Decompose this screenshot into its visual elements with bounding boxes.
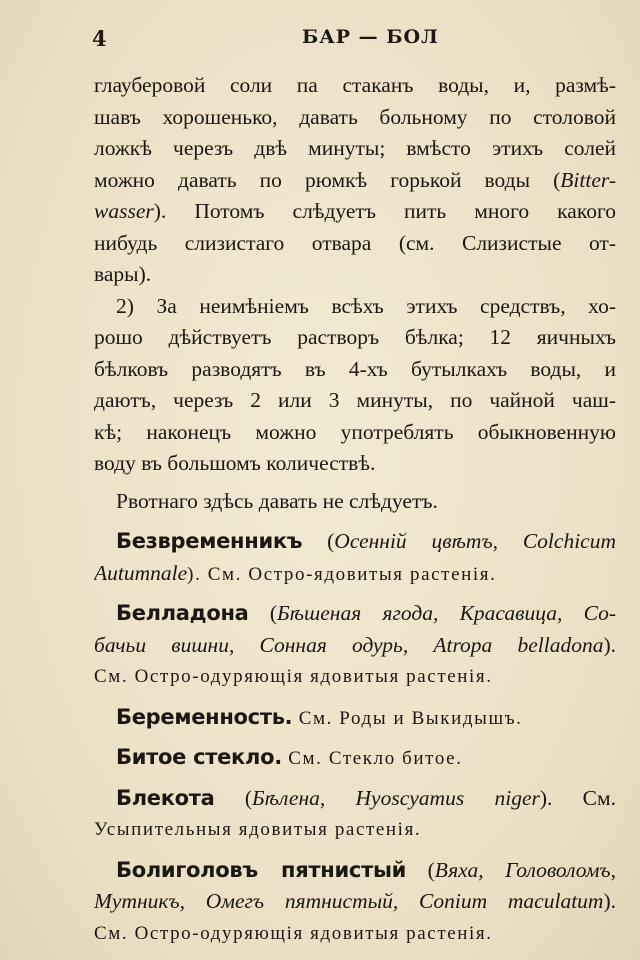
entry-line [94,598,616,630]
entry-headword: Беременность. [116,704,293,729]
entry-reference: См. Роды и Выкидышъ. [292,707,523,729]
entry-headword: Битое стекло. [116,745,282,769]
entry-headword: Белладона [116,601,249,625]
text-run: ( [248,601,277,625]
text-line [94,196,616,228]
text-run: ). [603,889,616,913]
entry-synonyms: Бѣлена, Hyoscyamus niger [252,785,540,810]
text-line: нибудь слизистаго отвара (см. Слизистые от- [94,230,616,255]
entry-synonyms: Осенній цвѣтъ, Colchicum [334,529,616,553]
entry-reference: Усыпительныя ядовитыя растенія. [94,819,422,840]
text-run: ( [214,785,252,810]
text-line: бѣлковъ разводятъ въ 4-хъ бутылкахъ воды, и [94,356,616,381]
entry-line [94,630,616,662]
text-run: ). Потомъ слѣдуетъ пить много какого [153,199,616,223]
entry-headword: Безвременникъ [116,529,303,553]
running-head: БАР — БОЛ [302,26,439,48]
text-line: рошо дѣйствуетъ растворъ бѣлка; 12 яичныхъ [94,325,616,349]
entry-synonyms: Бѣшеная ягода, Красавица, Со- [277,601,616,625]
text-run: ). См. [539,785,616,810]
entry-line [94,526,616,558]
entry-headword: Болиголовъ пятнистый [116,857,407,882]
entry-line [94,742,616,774]
entry-synonyms: Мутникъ, Омегъ пятнистый, Conium maculatum [94,889,604,913]
text-line [94,165,616,197]
text-line: шавъ хорошенько, давать больному по столовой [94,104,616,129]
text-line: даютъ, черезъ 2 или 3 минуты, по чайной чаш- [94,388,616,412]
text-line: воду въ большомъ количествѣ. [94,451,376,475]
entry-reference: См. Стекло битое. [281,748,463,769]
text-run: ( [406,857,435,882]
entry-line [94,855,616,887]
entry-synonyms: бачьи вишни, Сонная одурь, Atropa belladona [94,632,604,657]
text-line: глауберовой соли па стаканъ воды, и, размѣ- [94,73,616,97]
text-line: кѣ; наконецъ можно употреблять обыкновенную [94,419,616,444]
text-run: ( [302,529,335,553]
text-line: 2) За неимѣніемъ всѣхъ этихъ средствъ, хо- [116,293,616,318]
entry-line [94,886,616,918]
entry-synonyms: Autumnale [94,560,188,585]
text-run: ). [603,632,616,657]
entry-line [94,558,616,590]
entry-line [94,783,616,815]
page-number: 4 [92,26,107,51]
text-line: ложкѣ черезъ двѣ минуты; вмѣсто этихъ солей [94,136,616,160]
entry-reference: См. Остро-одуряющія ядовитыя растенія. [94,922,493,944]
entry-reference: ). См. Остро-ядовитыя растенія. [187,563,497,585]
text-line: Рвотнаго здѣсь давать не слѣдуетъ. [116,488,438,513]
page-text [94,70,616,949]
german-term: wasser [94,199,154,223]
text-line: вары). [94,262,152,286]
entry-line [94,702,616,734]
german-term: Bitter- [560,167,616,192]
text-run: можно давать по рюмкѣ горькой воды ( [94,167,561,192]
entry-headword: Блекота [116,785,215,810]
entry-reference: См. Остро-одуряющія ядовитыя растенія. [94,666,493,687]
entry-synonyms: Вяха, Головоломъ, [434,857,616,882]
